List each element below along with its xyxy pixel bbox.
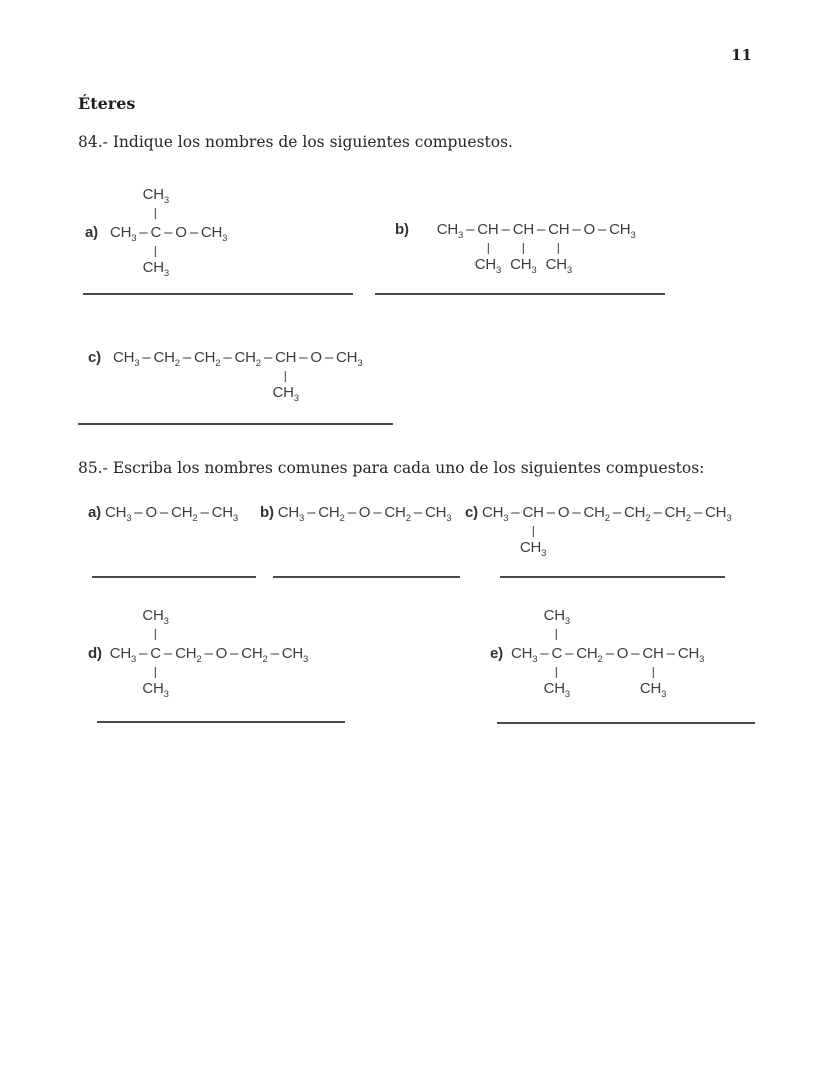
substituent-group: $CH_3$ xyxy=(545,256,572,276)
vertical-bond xyxy=(556,667,557,678)
item-label: b) xyxy=(395,221,409,238)
subscript: 2 xyxy=(262,654,268,665)
bond-dash: – xyxy=(200,504,209,521)
subscript: 2 xyxy=(215,358,221,369)
bond-dash: – xyxy=(546,504,555,521)
bond-dash: – xyxy=(163,645,173,662)
anchor-atom xyxy=(510,221,537,276)
structure-84c xyxy=(88,349,363,404)
subscript: 3 xyxy=(630,230,636,241)
item-label: e) xyxy=(490,645,503,662)
bond-dash: – xyxy=(299,349,308,366)
bond-dash: – xyxy=(536,221,546,238)
bond-dash: – xyxy=(511,504,520,521)
bond-dash: – xyxy=(270,645,279,662)
substituent-below xyxy=(544,664,570,700)
formula-token: $CH_2$ xyxy=(153,349,180,369)
vertical-bond xyxy=(533,526,534,537)
formula-token: $CH_2$ xyxy=(318,504,345,524)
substituent-group: $CH_3$ xyxy=(272,384,299,404)
subscript: 3 xyxy=(564,615,570,627)
formula-token: $CH_3$ xyxy=(200,224,228,244)
item-label: d) xyxy=(88,645,102,662)
anchor-atom xyxy=(545,221,572,276)
bond-dash: – xyxy=(347,504,356,521)
formula-token: $CH_2$ xyxy=(583,504,610,524)
subscript: 2 xyxy=(192,513,198,524)
formula-token: $CH_3$ xyxy=(211,504,238,524)
substituent-group: $CH_3$ xyxy=(543,680,570,700)
subscript: 2 xyxy=(604,513,610,524)
subscript: 2 xyxy=(196,654,202,665)
formula-row xyxy=(277,504,452,524)
subscript: 3 xyxy=(446,513,452,524)
structure-84b xyxy=(395,221,636,276)
vertical-bond xyxy=(155,208,156,219)
bond-dash: – xyxy=(653,504,662,521)
bond-dash: – xyxy=(139,224,148,241)
question-84-prompt: 84.- Indique los nombres de los siguientes compuestos. xyxy=(78,133,513,151)
anchor-atom xyxy=(474,221,502,276)
anchor-atom xyxy=(519,504,547,559)
subscript: 2 xyxy=(174,358,180,369)
bond-dash: – xyxy=(565,645,574,662)
subscript: 3 xyxy=(541,548,547,559)
bond-dash: – xyxy=(182,349,191,366)
subscript: 3 xyxy=(661,689,667,700)
answer-line-85c xyxy=(500,576,725,578)
formula-token: $CH_3$ xyxy=(705,504,732,524)
vertical-bond xyxy=(155,667,156,678)
substituent-group: $CH_3$ xyxy=(142,185,169,206)
subscript: 3 xyxy=(222,233,228,244)
substituent-below xyxy=(272,368,298,404)
subscript: 3 xyxy=(163,194,169,206)
bond-dash: – xyxy=(159,504,169,521)
bond-dash: – xyxy=(307,504,316,521)
substituent-group: $CH_3$ xyxy=(142,259,169,279)
vertical-bond xyxy=(285,371,286,382)
substituent-group: $CH_3$ xyxy=(543,606,570,627)
formula-token: $CH_3$ xyxy=(112,349,140,369)
subscript: 3 xyxy=(131,233,137,244)
subscript: 3 xyxy=(531,265,537,276)
bond-dash: – xyxy=(666,645,675,662)
vertical-bond xyxy=(556,629,557,640)
formula-token: $CH_2$ xyxy=(576,645,603,665)
item-label: c) xyxy=(88,349,101,366)
substituent-above xyxy=(142,608,168,644)
bond-dash: – xyxy=(142,349,151,366)
anchor-atom xyxy=(639,645,667,700)
bond-dash: – xyxy=(501,221,510,238)
answer-line-84a xyxy=(83,293,353,295)
bond-dash: – xyxy=(230,645,239,662)
formula-token: C xyxy=(150,645,161,662)
structure-85d xyxy=(88,606,309,700)
bond-dash: – xyxy=(204,645,213,662)
anchor-atom xyxy=(272,349,299,404)
substituent-below xyxy=(143,243,169,279)
page-number: 11 xyxy=(731,46,752,64)
formula-token: $CH_3$ xyxy=(481,504,509,524)
bond-dash: – xyxy=(598,221,607,238)
formula-token: $CH_2$ xyxy=(193,349,221,369)
subscript: 3 xyxy=(163,689,169,700)
answer-line-85b xyxy=(273,576,460,578)
formula-token: $CH_2$ xyxy=(234,349,261,369)
answer-line-84c xyxy=(78,423,393,425)
formula-row xyxy=(109,185,228,279)
subscript: 3 xyxy=(566,265,572,276)
bond-dash: – xyxy=(139,645,148,662)
formula-row xyxy=(109,606,309,700)
subscript: 2 xyxy=(685,513,691,524)
subscript: 3 xyxy=(532,654,538,665)
structure-85c xyxy=(465,504,732,559)
substituent-below xyxy=(142,664,168,700)
substituent-group: $CH_3$ xyxy=(142,680,169,700)
formula-token: $CH_3$ xyxy=(109,224,137,244)
substituent-below xyxy=(640,664,666,700)
vertical-bond xyxy=(558,243,559,254)
vertical-bond xyxy=(155,629,156,640)
substituent-below xyxy=(520,523,546,559)
formula-token: $CH_2$ xyxy=(384,504,411,524)
section-heading: Éteres xyxy=(78,94,136,113)
structure-85e xyxy=(490,606,705,700)
formula-token: CH xyxy=(642,645,664,662)
formula-token: O xyxy=(616,645,629,662)
formula-token: $CH_3$ xyxy=(424,504,452,524)
bond-dash: – xyxy=(605,645,614,662)
formula-token: O xyxy=(215,645,228,662)
subscript: 3 xyxy=(134,358,140,369)
formula-token: $CH_2$ xyxy=(171,504,198,524)
subscript: 3 xyxy=(163,268,169,279)
bond-dash: – xyxy=(572,504,581,521)
formula-token: O xyxy=(310,349,322,366)
subscript: 2 xyxy=(405,513,411,524)
formula-token: $CH_3$ xyxy=(336,349,363,369)
formula-token: $CH_3$ xyxy=(281,645,309,665)
subscript: 3 xyxy=(299,513,305,524)
subscript: 3 xyxy=(163,615,169,627)
subscript: 3 xyxy=(458,230,464,241)
subscript: 3 xyxy=(293,393,299,404)
subscript: 3 xyxy=(232,513,238,524)
bond-dash: – xyxy=(612,504,622,521)
formula-row xyxy=(436,221,636,276)
formula-token: CH xyxy=(548,221,570,238)
substituent-group: $CH_3$ xyxy=(474,256,502,276)
answer-line-85a xyxy=(92,576,256,578)
substituent-above xyxy=(544,608,570,644)
subscript: 3 xyxy=(131,654,137,665)
subscript: 3 xyxy=(726,513,732,524)
subscript: 3 xyxy=(126,513,132,524)
formula-token: $CH_3$ xyxy=(277,504,305,524)
item-label: a) xyxy=(88,504,101,521)
structure-85b xyxy=(260,504,451,524)
formula-token: $CH_3$ xyxy=(104,504,132,524)
subscript: 2 xyxy=(339,513,345,524)
substituent-below xyxy=(546,240,572,276)
formula-token: $CH_2$ xyxy=(175,645,202,665)
structure-85a xyxy=(88,504,238,524)
answer-line-84b xyxy=(375,293,665,295)
bond-dash: – xyxy=(134,504,143,521)
subscript: 3 xyxy=(699,654,705,665)
answer-line-85e xyxy=(497,722,755,724)
formula-token: $CH_3$ xyxy=(436,221,464,241)
bond-dash: – xyxy=(164,224,173,241)
formula-token: CH xyxy=(275,349,297,366)
bond-dash: – xyxy=(466,221,475,238)
substituent-below xyxy=(475,240,501,276)
subscript: 2 xyxy=(645,513,651,524)
subscript: 3 xyxy=(495,265,502,276)
formula-token: C xyxy=(551,645,563,662)
bond-dash: – xyxy=(223,349,232,366)
substituent-group: $CH_3$ xyxy=(510,256,537,276)
formula-token: $CH_2$ xyxy=(624,504,651,524)
bond-dash: – xyxy=(572,221,581,238)
formula-token: C xyxy=(150,224,162,241)
formula-token: CH xyxy=(522,504,544,521)
bond-dash: – xyxy=(263,349,272,366)
formula-token: $CH_3$ xyxy=(510,645,538,665)
subscript: 2 xyxy=(255,358,261,369)
vertical-bond xyxy=(523,243,524,254)
formula-token: O xyxy=(358,504,371,521)
item-label: c) xyxy=(465,504,478,521)
bond-dash: – xyxy=(631,645,640,662)
substituent-above xyxy=(143,187,169,223)
vertical-bond xyxy=(653,667,654,678)
formula-token: O xyxy=(175,224,187,241)
formula-token: $CH_2$ xyxy=(664,504,691,524)
subscript: 3 xyxy=(303,654,309,665)
anchor-atom xyxy=(142,606,169,700)
formula-row xyxy=(510,606,705,700)
formula-token: O xyxy=(145,504,157,521)
item-label: b) xyxy=(260,504,274,521)
bond-dash: – xyxy=(540,645,549,662)
anchor-atom xyxy=(543,606,570,700)
bond-dash: – xyxy=(413,504,422,521)
formula-token: O xyxy=(557,504,570,521)
bond-dash: – xyxy=(189,224,198,241)
formula-token: $CH_2$ xyxy=(241,645,268,665)
answer-line-85d xyxy=(97,721,345,723)
formula-token: $CH_3$ xyxy=(609,221,636,241)
substituent-group: $CH_3$ xyxy=(639,680,667,700)
bond-dash: – xyxy=(693,504,703,521)
vertical-bond xyxy=(155,246,156,257)
formula-token: O xyxy=(583,221,596,238)
formula-token: CH xyxy=(477,221,499,238)
formula-token: $CH_3$ xyxy=(677,645,705,665)
bond-dash: – xyxy=(324,349,334,366)
anchor-atom xyxy=(142,185,169,279)
item-label: a) xyxy=(85,224,98,241)
formula-row xyxy=(481,504,732,559)
subscript: 3 xyxy=(564,689,570,700)
substituent-group: $CH_3$ xyxy=(142,606,169,627)
subscript: 3 xyxy=(503,513,509,524)
substituent-group: $CH_3$ xyxy=(519,539,547,559)
substituent-below xyxy=(510,240,536,276)
structure-84a xyxy=(85,185,228,279)
formula-row xyxy=(104,504,238,524)
subscript: 2 xyxy=(597,654,603,665)
bond-dash: – xyxy=(373,504,382,521)
question-85-prompt: 85.- Escriba los nombres comunes para cada uno de los siguientes compuestos: xyxy=(78,459,705,477)
formula-token: CH xyxy=(512,221,534,238)
subscript: 3 xyxy=(357,358,363,369)
formula-token: $CH_3$ xyxy=(109,645,137,665)
vertical-bond xyxy=(487,243,488,254)
formula-row xyxy=(112,349,363,404)
